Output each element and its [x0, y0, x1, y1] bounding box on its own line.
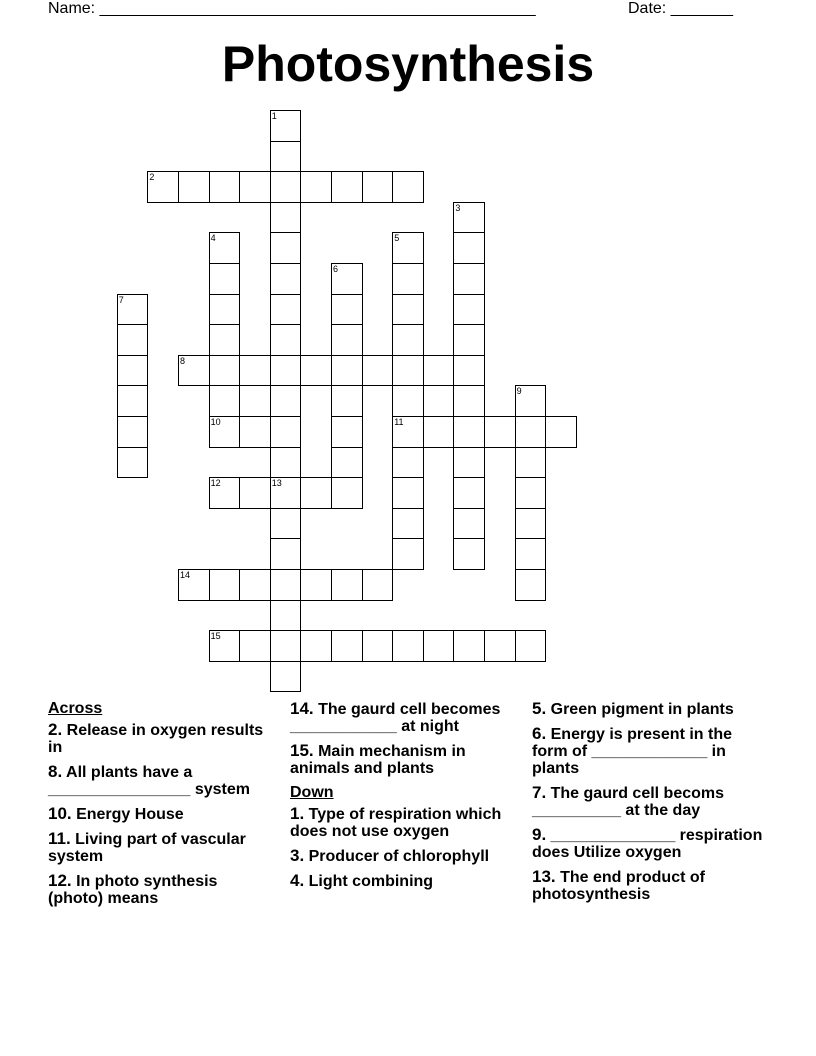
crossword-cell[interactable]: [331, 355, 363, 387]
clue-text: All plants have a ________________ system: [48, 764, 250, 798]
clue-text: Energy is present in the form of _____________ in plants: [532, 726, 733, 777]
crossword-cell[interactable]: [331, 477, 363, 509]
crossword-cell[interactable]: [392, 263, 424, 295]
clue-number: 13: [271, 478, 282, 489]
clue: [48, 805, 274, 823]
crossword-cell[interactable]: [270, 324, 302, 356]
crossword-cell[interactable]: [178, 171, 210, 203]
crossword-cell[interactable]: [270, 416, 302, 448]
crossword-cell[interactable]: [453, 355, 485, 387]
clue-num: 9.: [532, 825, 547, 844]
crossword-cell[interactable]: [453, 232, 485, 264]
clue-num: 10.: [48, 804, 72, 823]
crossword-cell[interactable]: [270, 141, 302, 173]
clue: [290, 700, 518, 735]
clue: [48, 721, 274, 756]
clue-text: Energy House: [71, 806, 184, 823]
clue-num: 7.: [532, 783, 547, 802]
crossword-cell[interactable]: [270, 232, 302, 264]
down-heading: Down: [290, 784, 334, 801]
crossword-cell[interactable]: [331, 569, 363, 601]
crossword-cell[interactable]: [209, 569, 241, 601]
crossword-cell[interactable]: [331, 416, 363, 448]
crossword-cell[interactable]: [453, 416, 485, 448]
crossword-cell[interactable]: [484, 630, 516, 662]
crossword-cell[interactable]: [453, 447, 485, 479]
crossword-cell[interactable]: [515, 538, 547, 570]
clue-number: 3: [455, 202, 461, 213]
crossword-cell[interactable]: [515, 569, 547, 601]
crossword-cell[interactable]: [515, 508, 547, 540]
clue-text: Main mechanism in animals and plants: [290, 743, 466, 777]
clue: [48, 830, 274, 865]
crossword-cell[interactable]: [453, 508, 485, 540]
crossword-cell[interactable]: [209, 355, 241, 387]
crossword-cell[interactable]: [270, 202, 302, 234]
clue-number: 10: [210, 417, 221, 427]
crossword-cell[interactable]: [392, 538, 424, 570]
crossword-cell[interactable]: [331, 447, 363, 479]
crossword-cell[interactable]: [239, 171, 271, 203]
crossword-cell[interactable]: [239, 416, 271, 448]
name-field: Name: _________________________________________________: [48, 0, 536, 17]
crossword-cell[interactable]: [270, 171, 302, 203]
crossword-cell[interactable]: [362, 171, 394, 203]
clue: [290, 872, 518, 890]
crossword-cell[interactable]: [392, 447, 424, 479]
clue-number: 15: [210, 631, 221, 642]
clue: [532, 725, 768, 777]
crossword-cell[interactable]: [239, 630, 271, 662]
clue-text: In photo synthesis (photo) means: [48, 873, 218, 907]
crossword-cell[interactable]: [117, 355, 149, 387]
clues-column-1: [48, 700, 274, 914]
clue: [290, 847, 518, 865]
crossword-cell[interactable]: [392, 630, 424, 662]
crossword-cell[interactable]: [270, 294, 302, 326]
clue-num: 11.: [48, 829, 71, 848]
crossword-cell[interactable]: [209, 385, 241, 417]
clue-text: The gaurd cell becomes ____________ at night: [290, 701, 501, 735]
crossword-cell[interactable]: [392, 294, 424, 326]
clue-num: 1.: [290, 804, 305, 823]
clue-num: 6.: [532, 724, 547, 743]
crossword-cell[interactable]: [239, 569, 271, 601]
crossword-cell[interactable]: [515, 477, 547, 509]
crossword-cell[interactable]: [331, 324, 363, 356]
crossword-cell[interactable]: [362, 569, 394, 601]
clue: [532, 784, 768, 819]
clue-text: Type of respiration which does not use oxygen: [290, 806, 502, 840]
clue-num: 13.: [532, 867, 556, 886]
clue-number: 2: [149, 172, 155, 183]
crossword-cell[interactable]: [423, 630, 455, 662]
crossword-cell[interactable]: [300, 630, 332, 662]
crossword-cell[interactable]: [239, 477, 271, 509]
crossword-cell[interactable]: [270, 600, 302, 632]
crossword-cell[interactable]: [270, 630, 302, 662]
clue-text: Living part of vascular system: [48, 831, 246, 865]
clue-number: 5: [394, 233, 400, 244]
clue-num: 12.: [48, 871, 72, 890]
clue: [290, 742, 518, 777]
clue-num: 14.: [290, 699, 314, 718]
crossword-cell[interactable]: [209, 324, 241, 356]
clue-number: 12: [210, 478, 221, 489]
crossword-cell[interactable]: [392, 324, 424, 356]
crossword-cell[interactable]: [117, 447, 149, 479]
crossword-cell[interactable]: [392, 385, 424, 417]
crossword-cell[interactable]: [239, 355, 271, 387]
crossword-cell[interactable]: [423, 416, 455, 448]
crossword-cell[interactable]: [453, 538, 485, 570]
clue-number: 1: [271, 111, 277, 121]
crossword-cell[interactable]: [270, 355, 302, 387]
clue: [48, 872, 274, 907]
clue-text: ______________ respiration does Utilize oxygen: [532, 827, 763, 861]
crossword-cell[interactable]: [392, 508, 424, 540]
crossword-cell[interactable]: [331, 385, 363, 417]
crossword-cell[interactable]: [453, 324, 485, 356]
crossword-cell[interactable]: [392, 171, 424, 203]
crossword-cell[interactable]: [209, 294, 241, 326]
clue-number: 9: [516, 386, 522, 397]
crossword-cell[interactable]: [515, 416, 547, 448]
crossword-cell[interactable]: [453, 294, 485, 326]
clue: [532, 700, 768, 718]
crossword-cell[interactable]: [270, 538, 302, 570]
crossword-cell[interactable]: [515, 630, 547, 662]
crossword-cell[interactable]: [117, 324, 149, 356]
crossword-cell[interactable]: [300, 171, 332, 203]
clue: [532, 868, 768, 903]
date-field: Date: _______: [628, 0, 733, 17]
crossword-cell[interactable]: [362, 355, 394, 387]
clue-number: 7: [118, 294, 124, 305]
crossword-cell[interactable]: [270, 263, 302, 295]
crossword-cell[interactable]: [270, 508, 302, 540]
crossword-cell[interactable]: [117, 385, 149, 417]
clue-number: 11: [394, 417, 404, 427]
crossword-cell[interactable]: [331, 171, 363, 203]
clue-num: 4.: [290, 871, 305, 890]
clue: [532, 826, 768, 861]
clue-num: 2.: [48, 720, 63, 739]
crossword-cell[interactable]: [270, 385, 302, 417]
crossword-cell[interactable]: [209, 171, 241, 203]
crossword-cell[interactable]: [484, 416, 516, 448]
clue-number: 6: [333, 264, 339, 274]
clue-num: 3.: [290, 846, 305, 865]
crossword-cell[interactable]: [117, 416, 149, 448]
crossword-cell[interactable]: [453, 385, 485, 417]
crossword-cell[interactable]: [300, 477, 332, 509]
crossword-cell[interactable]: [453, 263, 485, 295]
clues-column-3: [532, 700, 768, 910]
clue-text: The gaurd cell becoms __________ at the day: [532, 785, 725, 819]
clue-num: 8.: [48, 762, 63, 781]
clue-num: 15.: [290, 741, 314, 760]
clue-number: 8: [180, 355, 186, 366]
crossword-cell[interactable]: [423, 355, 455, 387]
clue-text: The end product of photosynthesis: [532, 869, 705, 903]
crossword-cell[interactable]: [392, 355, 424, 387]
clue-text: Release in oxygen results in: [48, 722, 264, 756]
crossword-cell[interactable]: [331, 630, 363, 662]
crossword-cell[interactable]: [453, 477, 485, 509]
clue: [48, 763, 274, 798]
crossword-cell[interactable]: [545, 416, 577, 448]
crossword-cell[interactable]: [270, 569, 302, 601]
clue-text: Light combining: [304, 873, 434, 890]
crossword-cell[interactable]: [392, 477, 424, 509]
clue-number: 14: [180, 570, 191, 580]
crossword-cell[interactable]: [270, 447, 302, 479]
crossword-cell[interactable]: [209, 263, 241, 295]
clue-number: 4: [210, 233, 216, 244]
clue-num: 5.: [532, 699, 547, 718]
crossword-cell[interactable]: [270, 661, 302, 693]
crossword-cell[interactable]: [362, 630, 394, 662]
crossword-cell[interactable]: [515, 447, 547, 479]
across-heading: Across: [48, 700, 103, 717]
crossword-cell[interactable]: [300, 355, 332, 387]
crossword-cell[interactable]: [300, 569, 332, 601]
crossword-cell[interactable]: [453, 630, 485, 662]
clue-text: Producer of chlorophyll: [304, 848, 490, 865]
clue: [290, 805, 518, 840]
clue-text: Green pigment in plants: [546, 701, 734, 718]
crossword-cell[interactable]: [331, 294, 363, 326]
page-title: Photosynthesis: [221, 36, 595, 92]
clues-column-2: [290, 700, 518, 897]
